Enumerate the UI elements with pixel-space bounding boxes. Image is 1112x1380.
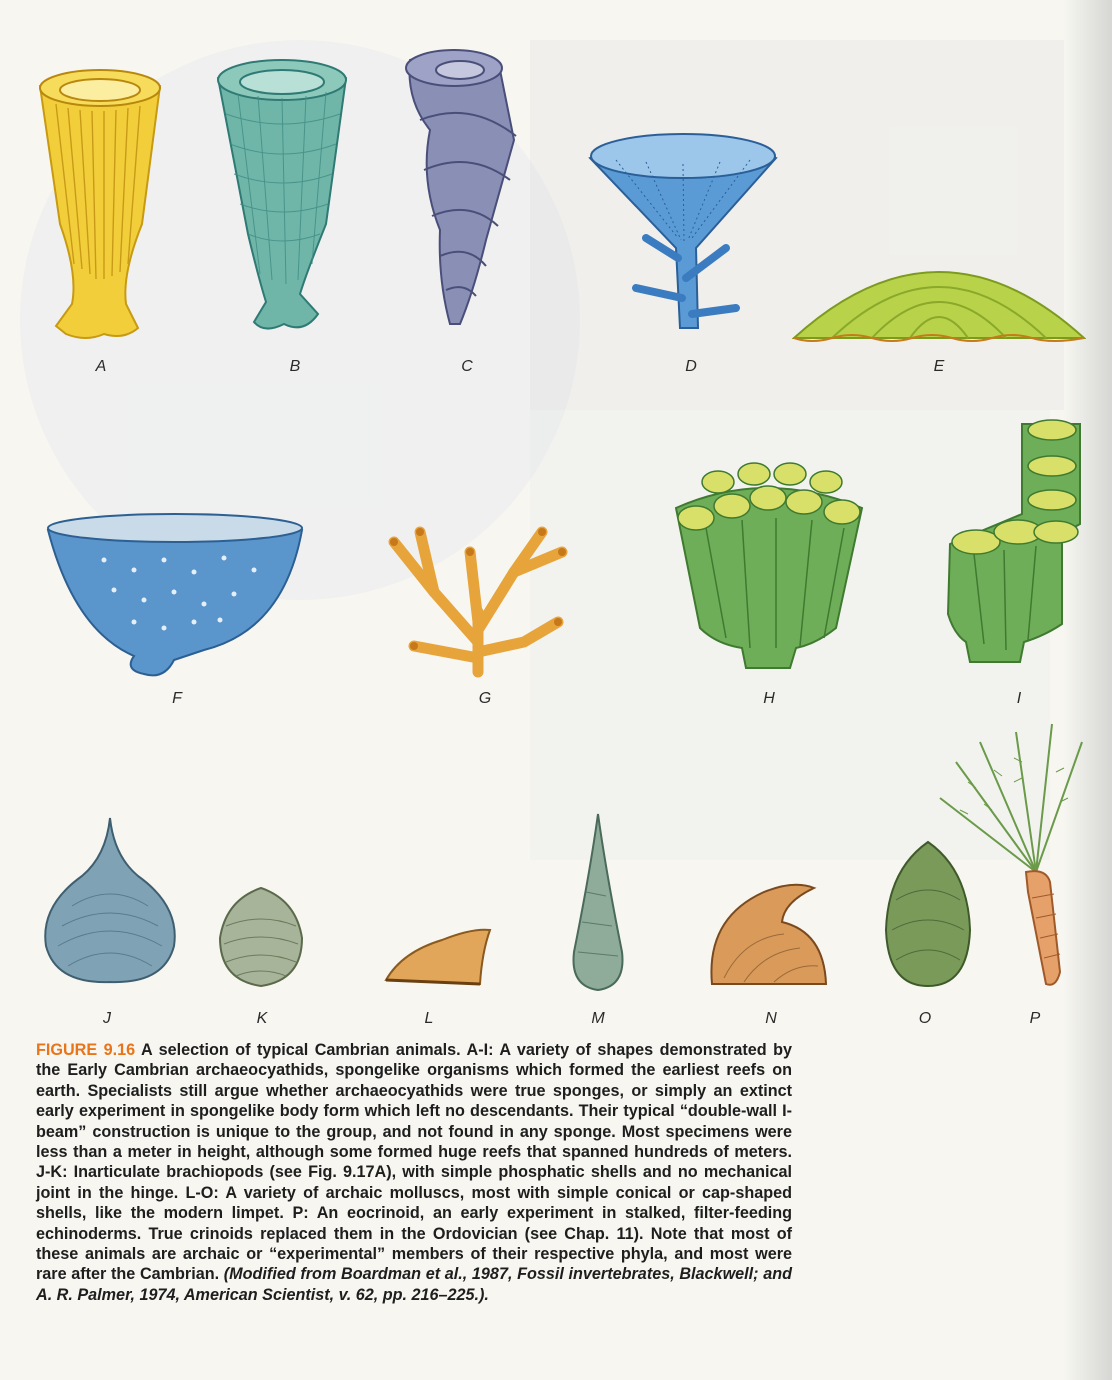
specimen-a-illustration: [34, 64, 166, 346]
specimen-n-label: N: [765, 1010, 777, 1027]
specimen-e-label: E: [933, 358, 945, 375]
specimen-i-illustration: [944, 414, 1090, 670]
specimen-l-illustration: [382, 922, 494, 988]
specimen-k-illustration: [216, 886, 306, 988]
specimen-m-illustration: [566, 812, 630, 992]
specimen-k-label: K: [256, 1010, 268, 1027]
specimen-g-illustration: [374, 512, 586, 680]
specimen-h-label: H: [763, 690, 775, 707]
specimen-p-illustration: [936, 722, 1088, 990]
specimen-c-illustration: [390, 40, 526, 326]
specimen-g-label: G: [478, 690, 492, 707]
specimen-c-label: C: [461, 358, 473, 375]
specimen-n-illustration: [704, 878, 832, 990]
specimen-m-label: M: [591, 1010, 605, 1027]
caption-source: (Modified from Boardman et al., 1987, Fossil invertebrates, Blackwell; and A. R. Palmer, 1974, American Scientist, v. 62, pp. 216–225.).: [36, 1265, 792, 1304]
figure-label: FIGURE 9.16: [36, 1041, 136, 1059]
specimen-h-illustration: [666, 448, 872, 674]
specimen-d-label: D: [685, 358, 697, 375]
figure-caption: [36, 1040, 792, 1305]
specimen-b-illustration: [208, 44, 356, 340]
specimen-p-label: P: [1029, 1010, 1041, 1027]
specimen-f-label: F: [172, 690, 182, 707]
specimen-i-label: I: [1016, 690, 1022, 707]
specimen-o-label: O: [918, 1010, 932, 1027]
specimen-l-label: L: [424, 1010, 434, 1027]
specimen-b-label: B: [289, 358, 301, 375]
specimen-j-label: J: [103, 1010, 111, 1027]
specimen-f-illustration: [44, 510, 306, 680]
page-edge-shadow: [1064, 0, 1112, 1380]
caption-text: A selection of typical Cambrian animals. A-I: A variety of shapes demonstrated by the Early Cambrian archaeocyathids, spongelike organisms which formed the earliest reefs on earth. Specialists still argue whether archaeocyathids were true sponges, or simply an extinct early experiment in spongelike body form which left no descendants. Their typical “double-wall I-beam” construction is unique to the group, and not found in any sponge. Most specimens were less than a meter in height, although some formed huge reefs that spanned hundreds of meters. J-K: Inarticulate brachiopods (see Fig. 9.17A), with simple phosphatic shells and no mechanical joint in the hinge. L-O: A variety of archaic molluscs, most with simple conical or cap-shaped shells, like the modern limpet. P: An eocrinoid, an early experiment in stalked, filter-feeding echinoderms. True crinoids replaced them in the Ordovician (see Chap. 11). Note that most of these animals are archaic or “experimental” members of their respective phyla, and most were rare after the Cambrian.: [36, 1041, 792, 1284]
specimen-d-illustration: [586, 128, 780, 344]
specimen-j-illustration: [38, 816, 184, 984]
specimen-e-illustration: [792, 226, 1086, 344]
specimen-a-label: A: [95, 358, 107, 375]
